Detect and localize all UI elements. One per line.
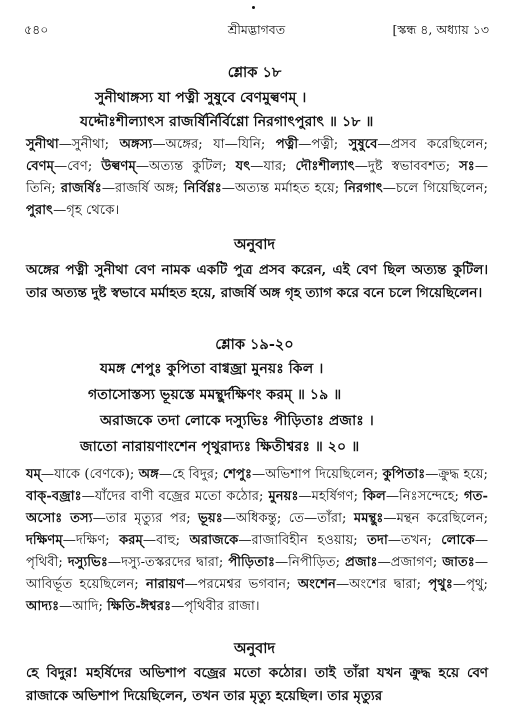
synonym-meaning: —দুষ্ট স্বভাববশত; xyxy=(354,159,460,174)
synonym-meaning: —যাঁদের বাণী বজ্রের মতো কঠোর; xyxy=(81,489,269,504)
book-title: শ্রীমদ্ভাগবত xyxy=(227,22,286,37)
translation-heading-19-20: অনুবাদ xyxy=(233,640,276,657)
synonym-word: ভূয়ঃ xyxy=(198,511,223,526)
synonym-word: সুষুবে xyxy=(348,137,378,152)
synonym-word: ক্ষিতি-ঈশ্বরঃ xyxy=(107,599,172,614)
synonym-word: দক্ষিণম্‌ xyxy=(26,533,63,548)
synonym-word: অরাজকে xyxy=(189,533,239,548)
synonym-word: যম্‌ xyxy=(26,467,41,482)
synonym-word: নারায়ণ xyxy=(146,577,185,592)
synonym-word: নির্বিণ্ণঃ xyxy=(183,181,222,196)
verse-heading-19-20: শ্লোক ১৯-২০ xyxy=(215,336,294,353)
synonym-meaning: —অভিশাপ দিয়েছিলেন; xyxy=(252,467,383,482)
synonym-meaning: —পৃথু; xyxy=(452,577,488,592)
synonym-meaning: —যাকে (বেণকে); xyxy=(40,467,139,482)
synonym-meaning: —সুনীথা; xyxy=(58,137,120,152)
synonym-meaning: —তিনি; xyxy=(26,159,489,196)
synonym-word: জাতঃ xyxy=(442,555,475,570)
synonym-meaning: —তখন; xyxy=(387,533,442,548)
synonym-meaning: —আদি; xyxy=(59,599,108,614)
synonym-meaning: —পৃথিবীর রাজা। xyxy=(171,599,260,614)
synonym-meaning: —দক্ষিণ; xyxy=(62,533,120,548)
synonym-meaning: —বেণ; xyxy=(54,159,102,174)
synonym-word: বেণম্‌ xyxy=(26,159,54,174)
synonym-word: অংশেন xyxy=(297,577,336,592)
synonym-word: রাজর্ষিঃ xyxy=(60,181,102,196)
synonym-word: কিল xyxy=(363,489,386,504)
header-dot-ornament xyxy=(252,6,255,9)
translation-19-20: হে বিদুর! মহর্ষিদের অভিশাপ বজ্রের মতো কঠোর। তাই তাঁরা যখন ক্রুদ্ধ হয়ে বেণ রাজাকে অভিশাপ দিয়েছিলেন, তখন তার মৃত্যু হয়েছিল। তার মৃত্যুর xyxy=(26,665,488,704)
synonym-word: সুনীথা xyxy=(26,137,59,152)
synonym-meaning: —মহর্ষিগণ; xyxy=(298,489,364,504)
chapter-reference: [স্কন্ধ ৪, অধ্যায় ১৩ xyxy=(392,22,489,37)
synonym-word: অঙ্গ xyxy=(138,467,159,482)
translation-heading-18: অনুবাদ xyxy=(233,236,276,253)
verse-heading-18: শ্লোক ১৮ xyxy=(227,64,282,81)
synonym-word: পুরাৎ xyxy=(26,203,54,218)
synonym-meaning: —রাজাবিহীন হওয়ায়; xyxy=(238,533,368,548)
verse-19-line-1: যমঙ্গ শেপুঃ কুপিতা বাগ্বজ্রা মুনয়ঃ কিল । xyxy=(100,361,324,377)
synonym-word: সঃ xyxy=(459,159,475,174)
page-number: ৫৪০ xyxy=(24,22,49,37)
synonym-word: লোকে xyxy=(441,533,475,548)
synonym-meaning: —অত্যন্ত মর্মাহত হয়ে; xyxy=(221,181,345,196)
verse-20-line-2: জাতো নারায়ণাংশেন পৃথুরাদ্যঃ ক্ষিতীশ্বরঃ ॥ ২০ ॥ xyxy=(80,439,360,455)
synonym-word: উল্বণম্‌ xyxy=(101,159,136,174)
synonym-meaning: —গৃহ থেকে। xyxy=(53,203,120,218)
synonym-word: কুপিতাঃ xyxy=(382,467,426,482)
synonym-word: নিরগাৎ xyxy=(344,181,383,196)
synonym-word: গত-অসোঃ তস্য xyxy=(26,489,488,526)
synonym-word: যৎ xyxy=(235,159,251,174)
synonym-meaning: —তার মৃত্যুর পর; xyxy=(92,511,199,526)
synonym-meaning: —পরমেশ্বর ভগবান; xyxy=(184,577,298,592)
synonym-meaning: —অঙ্গের; যা—যিনি; xyxy=(152,137,276,152)
synonym-meaning: —প্রজাগণ; xyxy=(377,555,443,570)
synonym-meaning: —অধিকন্তু; তে—তাঁরা; xyxy=(222,511,354,526)
synonym-word: বাক্‌-বজ্রাঃ xyxy=(26,489,82,504)
synonym-word: মমন্থুঃ xyxy=(353,511,384,526)
synonym-word: দৌঃশীল্যাৎ xyxy=(295,159,355,174)
synonym-meaning: —মন্থন করেছিলেন; xyxy=(383,511,489,526)
synonym-meaning: —হে বিদুর; xyxy=(158,467,223,482)
verse-20-line-1: অরাজকে তদা লোকে দস্যুভিঃ পীড়িতাঃ প্রজাঃ । xyxy=(100,413,374,429)
synonym-meaning: —নিঃসন্দেহে; xyxy=(385,489,464,504)
synonym-meaning: —দস্যু-তস্করদের দ্বারা; xyxy=(107,555,229,570)
synonym-meaning: —পত্নী; xyxy=(298,137,349,152)
verse-18-line-1: সুনীথাঙ্গস্য যা পত্নী সুষুবে বেণমুল্বণম্‌ । xyxy=(95,90,307,106)
synonym-word: মুনয়ঃ xyxy=(268,489,299,504)
synonym-meaning: —চলে গিয়েছিলেন; xyxy=(382,181,488,196)
synonym-meaning: —নিপীড়িত; xyxy=(274,555,346,570)
synonym-word: পত্নী xyxy=(275,137,299,152)
synonym-meaning: —আবির্ভূত হয়েছিলেন; xyxy=(26,555,489,592)
synonym-word: দস্যুভিঃ xyxy=(67,555,108,570)
translation-18: অঙ্গের পত্নী সুনীথা বেণ নামক একটি পুত্র প্রসব করেন, এই বেণ ছিল অত্যন্ত কুটিল। তার অত্যন্ত দুষ্ট স্বভাবে মর্মাহত হয়ে, রাজর্ষি অঙ্গ গৃহ ত্যাগ করে বনে চলে গিয়েছিলেন। xyxy=(26,262,488,301)
synonym-word: পৃথুঃ xyxy=(428,577,453,592)
synonym-meaning: —অত্যন্ত কুটিল; xyxy=(135,159,236,174)
synonym-word: প্রজাঃ xyxy=(345,555,378,570)
synonym-meaning: —বাহু; xyxy=(142,533,190,548)
synonym-meaning: —অংশের দ্বারা; xyxy=(335,577,429,592)
synonyms-18 xyxy=(26,134,488,222)
synonym-meaning: —প্রসব করেছিলেন; xyxy=(377,137,488,152)
synonym-meaning: —যার; xyxy=(250,159,296,174)
synonym-word: তদা xyxy=(367,533,388,548)
synonyms-19-20 xyxy=(26,464,488,618)
synonym-word: অঙ্গস্য xyxy=(119,137,153,152)
verse-18-line-2: যদ্দৌঃশীল্যাৎস রাজর্ষির্নির্বিণ্ণো নিরগাৎপুরাৎ ॥ ১৮ ॥ xyxy=(80,114,374,130)
synonym-word: আদ্যঃ xyxy=(26,599,60,614)
synonym-word: শেপুঃ xyxy=(222,467,253,482)
synonym-word: করম্‌ xyxy=(119,533,143,548)
synonym-meaning: —পৃথিবী; xyxy=(26,533,488,570)
synonym-meaning: —রাজর্ষি অঙ্গ; xyxy=(101,181,184,196)
synonym-word: পীড়িতাঃ xyxy=(228,555,275,570)
running-header xyxy=(24,22,489,40)
verse-19-line-2: গতাসোস্তস্য ভূয়স্তে মমন্থুর্দক্ষিণং করম্‌ ॥ ১৯ ॥ xyxy=(88,387,342,403)
synonym-meaning: —ক্রুদ্ধ হয়ে; xyxy=(425,467,488,482)
